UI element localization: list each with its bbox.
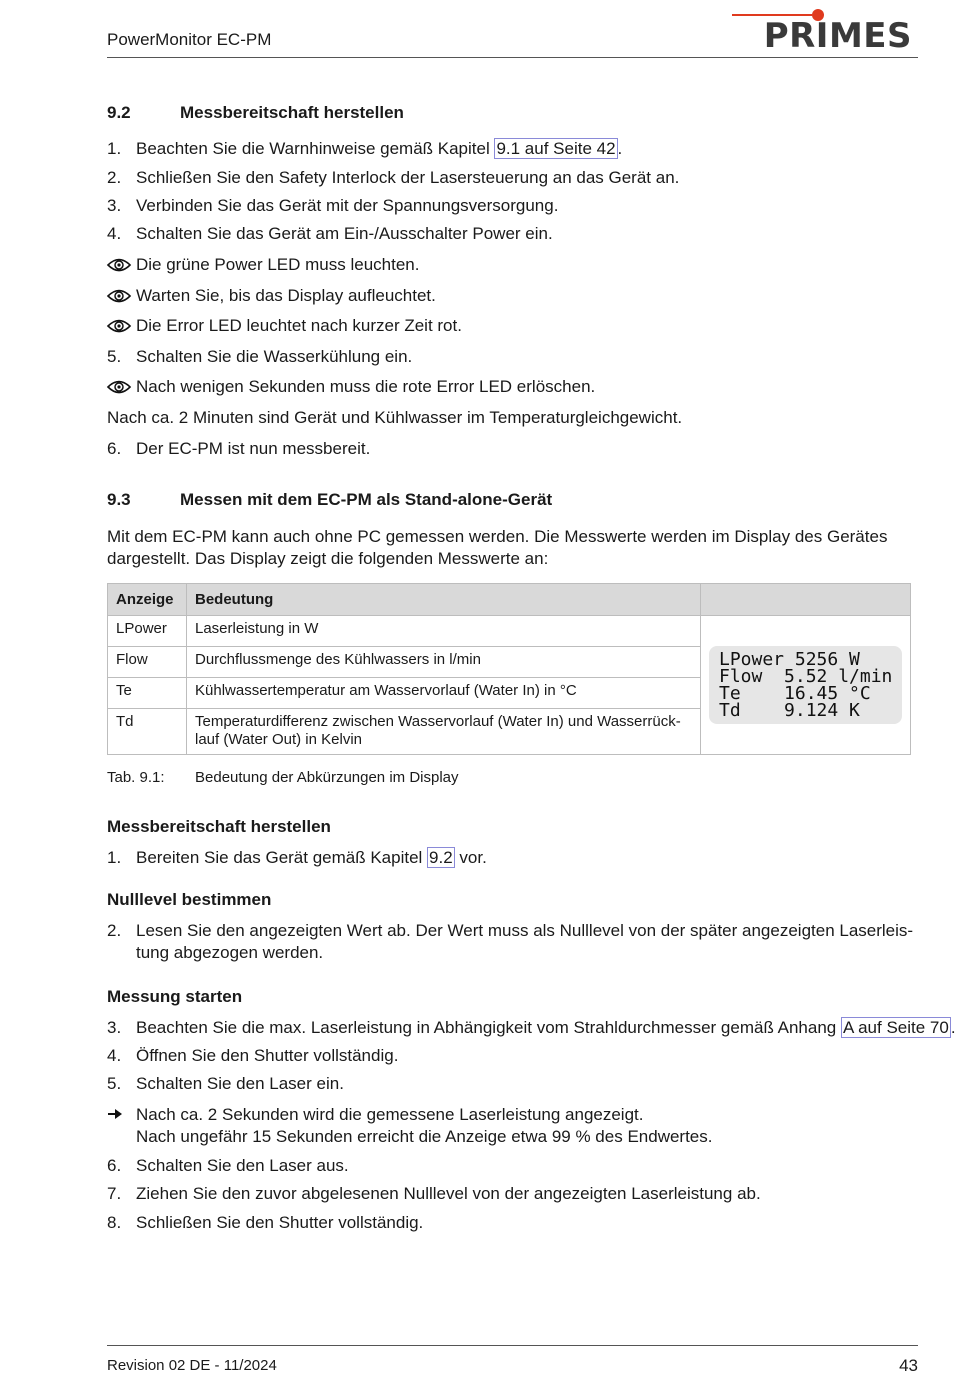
meaning-line: lauf (Water Out) in Kelvin xyxy=(195,731,362,748)
eye-icon xyxy=(107,288,131,304)
meaning-line: Temperaturdifferenz zwischen Wasservorlauf (Water In) und Wasserrück- xyxy=(195,713,681,730)
step-number: 2. xyxy=(107,921,122,940)
step-number: 7. xyxy=(107,1184,122,1203)
section-title: Messbereitschaft herstellen xyxy=(180,103,404,122)
intro-paragraph xyxy=(107,526,907,570)
step-number: 5. xyxy=(107,347,122,366)
subheading-null: Nulllevel bestimmen xyxy=(107,890,272,909)
step-text: Verbinden Sie das Gerät mit der Spannungsversorgung. xyxy=(136,196,559,215)
table-cell-abbr: Flow xyxy=(108,647,187,678)
step-number: 5. xyxy=(107,1074,122,1093)
lcd-display xyxy=(709,646,902,724)
check-text: Die grüne Power LED muss leuchten. xyxy=(136,255,420,274)
step-text: Der EC-PM ist nun messbereit. xyxy=(136,439,371,458)
document-title: PowerMonitor EC-PM xyxy=(107,30,272,49)
step-text: Schließen Sie den Safety Interlock der Lasersteuerung an das Gerät an. xyxy=(136,168,680,187)
table-row xyxy=(108,616,911,647)
link-chapter-9-1[interactable]: 9.1 auf Seite 42 xyxy=(496,139,616,158)
step-text: Beachten Sie die Warnhinweise gemäß Kapitel 9.1 auf Seite 42 . xyxy=(136,139,623,158)
section-number: 9.3 xyxy=(107,490,131,509)
caption-text: Bedeutung der Abkürzungen im Display xyxy=(195,769,459,786)
intro-line: dargestellt. Das Display zeigt die folgenden Messwerte an: xyxy=(107,549,549,568)
step-number: 1. xyxy=(107,848,122,867)
column-header: Bedeutung xyxy=(187,584,701,616)
intro-line: Mit dem EC-PM kann auch ohne PC gemessen werden. Die Messwerte werden im Display des Gerätes xyxy=(107,527,888,546)
check-text: Die Error LED leuchtet nach kurzer Zeit rot. xyxy=(136,316,462,335)
result-line: Nach ca. 2 Sekunden wird die gemessene Laserleistung angezeigt. xyxy=(136,1105,644,1124)
step-line: Lesen Sie den angezeigten Wert ab. Der Wert muss als Nulllevel von der später angezeigten Laserleis- xyxy=(136,921,914,940)
step-number: 3. xyxy=(107,1018,122,1037)
table-cell-abbr: Td xyxy=(108,709,187,755)
table-cell-abbr: Te xyxy=(108,678,187,709)
lcd-line: Te 16.45 °C xyxy=(719,683,871,704)
primes-logo xyxy=(732,6,912,54)
table-cell-meaning: Laserleistung in W xyxy=(187,616,701,647)
step-text: Schließen Sie den Shutter vollständig. xyxy=(136,1213,424,1232)
subheading-ready: Messbereitschaft herstellen xyxy=(107,817,331,836)
link-chapter-9-2[interactable]: 9.2 xyxy=(429,848,453,867)
table-cell-meaning: Kühlwassertemperatur am Wasservorlauf (Water In) in °C xyxy=(187,678,701,709)
column-header-empty xyxy=(701,584,911,616)
lcd-line: Flow 5.52 l/min xyxy=(719,666,893,687)
lcd-line: Td 9.124 K xyxy=(719,700,860,721)
table-cell-meaning: Durchflussmenge des Kühlwassers in l/min xyxy=(187,647,701,678)
eye-icon xyxy=(107,379,131,395)
step-text: Schalten Sie das Gerät am Ein-/Ausschalter Power ein. xyxy=(136,224,553,243)
subheading-start: Messung starten xyxy=(107,987,243,1006)
note-text: Nach ca. 2 Minuten sind Gerät und Kühlwasser im Temperaturgleichgewicht. xyxy=(107,408,683,427)
revision-info: Revision 02 DE - 11/2024 xyxy=(107,1357,277,1374)
arrow-right-icon xyxy=(107,1108,123,1120)
display-values-table xyxy=(107,583,911,755)
table-header-row xyxy=(108,584,911,616)
step-text xyxy=(136,920,913,964)
footer-divider xyxy=(107,1345,918,1346)
display-image-cell xyxy=(701,616,911,755)
step-number: 2. xyxy=(107,168,122,187)
step-number: 8. xyxy=(107,1213,122,1232)
step-number: 6. xyxy=(107,439,122,458)
step-text: Ziehen Sie den zuvor abgelesenen Nulllevel von der angezeigten Laserleistung ab. xyxy=(136,1184,761,1203)
step-number: 3. xyxy=(107,196,122,215)
caption-label: Tab. 9.1: xyxy=(107,769,165,786)
step-text: Schalten Sie die Wasserkühlung ein. xyxy=(136,347,413,366)
eye-icon xyxy=(107,257,131,273)
column-header: Anzeige xyxy=(108,584,187,616)
step-number: 6. xyxy=(107,1156,122,1175)
check-text: Warten Sie, bis das Display aufleuchtet. xyxy=(136,286,436,305)
section-heading-9-2 xyxy=(107,103,404,123)
logo-text: PRIMES xyxy=(763,16,912,56)
eye-icon xyxy=(107,318,131,334)
section-title: Messen mit dem EC-PM als Stand-alone-Gerät xyxy=(180,490,553,509)
lcd-line: LPower 5256 W xyxy=(719,649,860,670)
section-heading-9-3 xyxy=(107,490,552,510)
table-caption xyxy=(107,769,459,786)
step-number: 4. xyxy=(107,1046,122,1065)
step-text: Bereiten Sie das Gerät gemäß Kapitel 9.2 vor. xyxy=(136,848,487,867)
step-text: Öffnen Sie den Shutter vollständig. xyxy=(136,1046,399,1065)
table-cell-meaning xyxy=(187,709,701,755)
step-text: Beachten Sie die max. Laserleistung in Abhängigkeit vom Strahldurchmesser gemäß Anhang A auf Seite 70 . xyxy=(136,1018,956,1037)
page-number: 43 xyxy=(899,1356,918,1375)
step-text: Schalten Sie den Laser ein. xyxy=(136,1074,344,1093)
result-line: Nach ungefähr 15 Sekunden erreicht die Anzeige etwa 99 % des Endwertes. xyxy=(136,1127,713,1146)
header-divider xyxy=(107,57,918,58)
table-cell-abbr: LPower xyxy=(108,616,187,647)
link-appendix-a[interactable]: A auf Seite 70 xyxy=(842,1018,949,1037)
step-line: tung abgezogen werden. xyxy=(136,943,324,962)
check-text: Nach wenigen Sekunden muss die rote Error LED erlöschen. xyxy=(136,377,596,396)
step-number: 1. xyxy=(107,139,122,158)
result-text xyxy=(136,1104,712,1148)
step-text: Schalten Sie den Laser aus. xyxy=(136,1156,349,1175)
section-number: 9.2 xyxy=(107,103,131,122)
document-page xyxy=(107,0,956,1378)
step-number: 4. xyxy=(107,224,122,243)
